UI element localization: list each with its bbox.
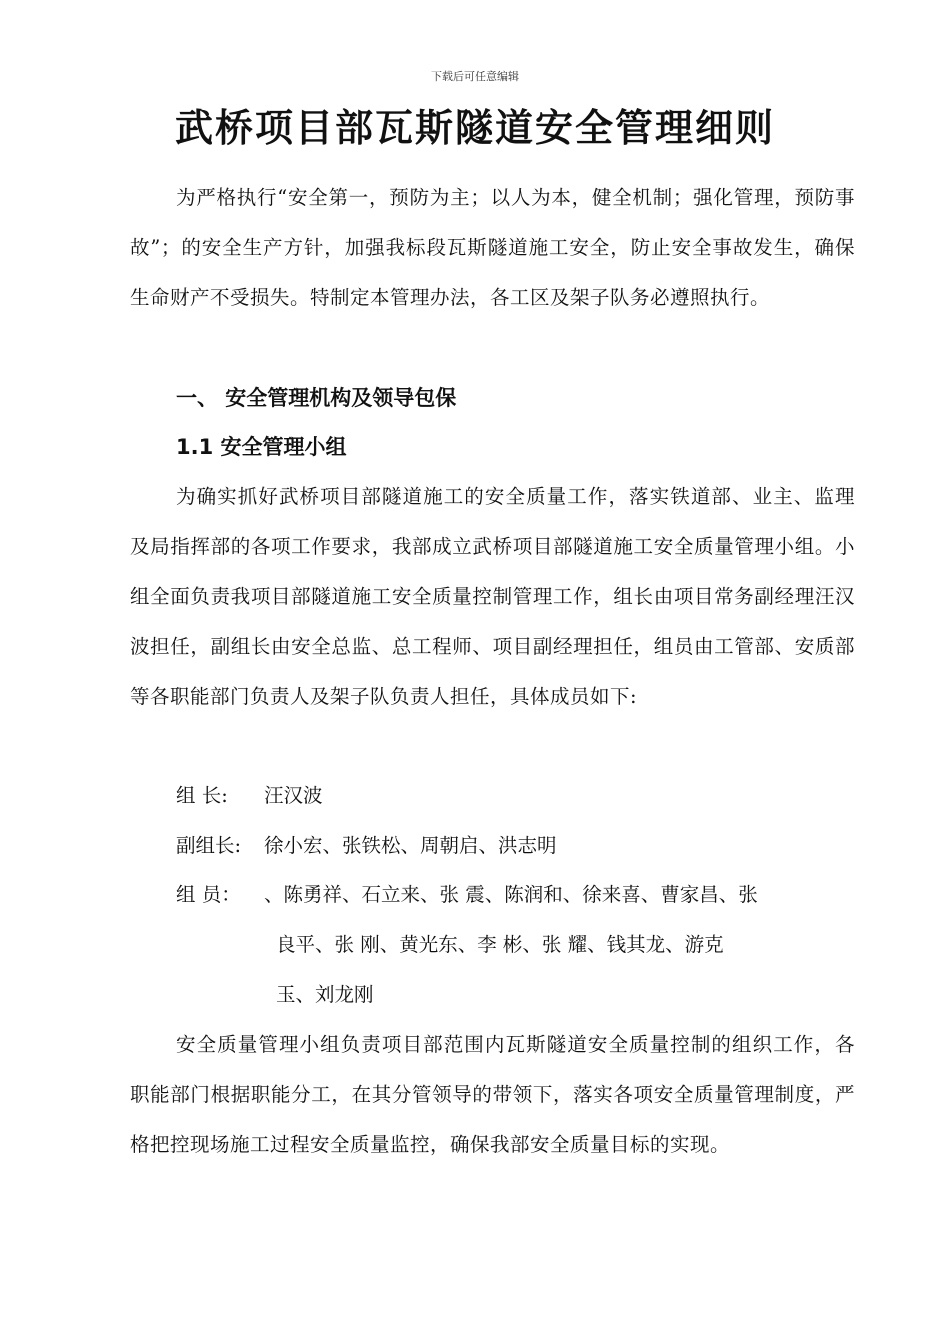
members-row-3 [276,970,374,1020]
closing-paragraph: 安全质量管理小组负责项目部范围内瓦斯隧道安全质量控制的组织工作，各职能部门根据职能分工，在其分管领导的带领下，落实各项安全质量管理制度，严格把控现场施工过程安全质量监控，确保我部安全质量目标的实现。 [130,1033,855,1156]
members-line-3: 玉、刘龙刚 [276,983,374,1006]
section-heading-1: 一、 安全管理机构及领导包保 [176,386,457,410]
members-row-2 [276,920,724,970]
leader-label: 组 长: [176,784,228,807]
deputy-names: 徐小宏、张铁松、周朝启、洪志明 [264,834,557,857]
leader-name: 汪汉波 [264,784,323,807]
deputy-row [176,821,557,871]
intro-paragraph: 为严格执行“安全第一，预防为主；以人为本，健全机制；强化管理，预防事故”；的安全生产方针，加强我标段瓦斯隧道施工安全，防止安全事故发生，确保生命财产不受损失。特制定本管理办法，各工区及架子队务必遵照执行。 [130,186,855,309]
members-line-1: 、陈勇祥、石立来、张 震、陈润和、徐来喜、曹家昌、张 [264,883,758,906]
subsection-heading-1-1: 1.1 安全管理小组 [176,435,347,459]
leader-row [176,771,323,821]
header-note: 下载后可任意编辑 [431,70,519,83]
document-title: 武桥项目部瓦斯隧道安全管理细则 [174,105,775,150]
deputy-label: 副组长: [176,834,242,857]
members-label: 组 员： [176,883,241,906]
members-line-2: 良平、张 刚、黄光东、李 彬、张 耀、钱其龙、游克 [276,933,724,956]
group-description-paragraph: 为确实抓好武桥项目部隧道施工的安全质量工作，落实铁道部、业主、监理及局指挥部的各项工作要求，我部成立武桥项目部隧道施工安全质量管理小组。小组全面负责我项目部隧道施工安全质量控制管理工作，组长由项目常务副经理汪汉波担任，副组长由安全总监、总工程师、项目副经理担任，组员由工管部、安质部等各职能部门负责人及架子队负责人担任，具体成员如下: [130,485,855,708]
members-row [176,870,758,920]
